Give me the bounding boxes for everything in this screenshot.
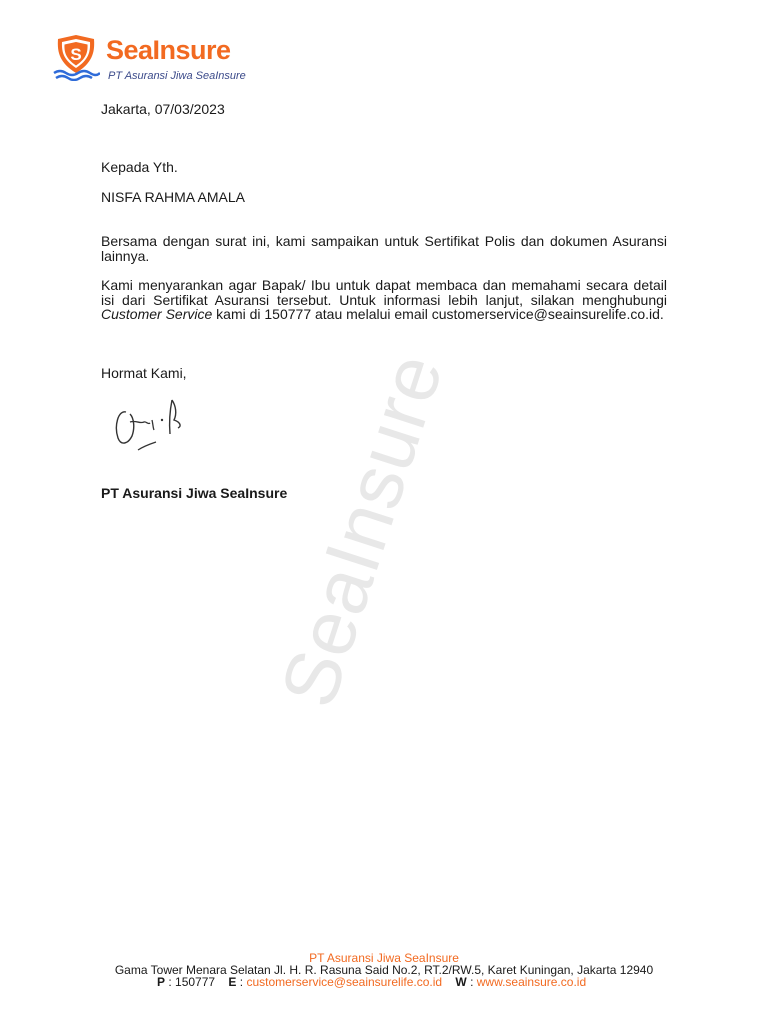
handwritten-signature-icon (104, 392, 200, 456)
paragraph-2-text-a: Kami menyarankan agar Bapak/ Ibu untuk dapat membaca dan memahami secara detail isi dari Sertifikat Asuransi tersebut. Untuk informasi lebih lanjut, silakan menghubungi (101, 277, 667, 308)
closing: Hormat Kami, (101, 365, 187, 381)
footer-email-link[interactable]: customerservice@seainsurelife.co.id (246, 975, 443, 989)
footer-company: PT Asuransi Jiwa SeaInsure (309, 951, 459, 965)
phone-label: P (157, 975, 166, 989)
salutation: Kepada Yth. (101, 159, 178, 175)
footer-contact: P : 150777 E : customerservice@seainsurelife.co.id W : www.seainsure.co.id (157, 975, 587, 989)
signatory-company: PT Asuransi Jiwa SeaInsure (101, 485, 288, 501)
paragraph-2-text-b: kami di 150777 atau melalui email customerservice@seainsurelife.co.id. (212, 306, 664, 322)
footer-website-link[interactable]: www.seainsure.co.id (476, 975, 587, 989)
watermark: SeaInsure (263, 342, 460, 717)
paragraph-1: Bersama dengan surat ini, kami sampaikan untuk Sertifikat Polis dan dokumen Asuransi lainnya. (101, 233, 667, 264)
logo-subtitle: PT Asuransi Jiwa SeaInsure (108, 70, 246, 82)
customer-service-emphasis: Customer Service (101, 306, 213, 322)
shield-s-logo-icon (52, 33, 100, 81)
footer-address: Gama Tower Menara Selatan Jl. H. R. Rasuna Said No.2, RT.2/RW.5, Karet Kuningan, Jakarta 12940 (114, 963, 654, 977)
letter-date: Jakarta, 07/03/2023 (101, 101, 225, 117)
recipient-name: NISFA RAHMA AMALA (101, 189, 245, 205)
svg-text:S: S (70, 45, 82, 64)
logo-wordmark: SeaInsure (106, 35, 231, 65)
paragraph-2 (101, 278, 667, 322)
web-label: W (455, 975, 467, 989)
footer-phone: 150777 (175, 975, 216, 989)
company-logo (52, 33, 252, 83)
email-label: E (228, 975, 237, 989)
